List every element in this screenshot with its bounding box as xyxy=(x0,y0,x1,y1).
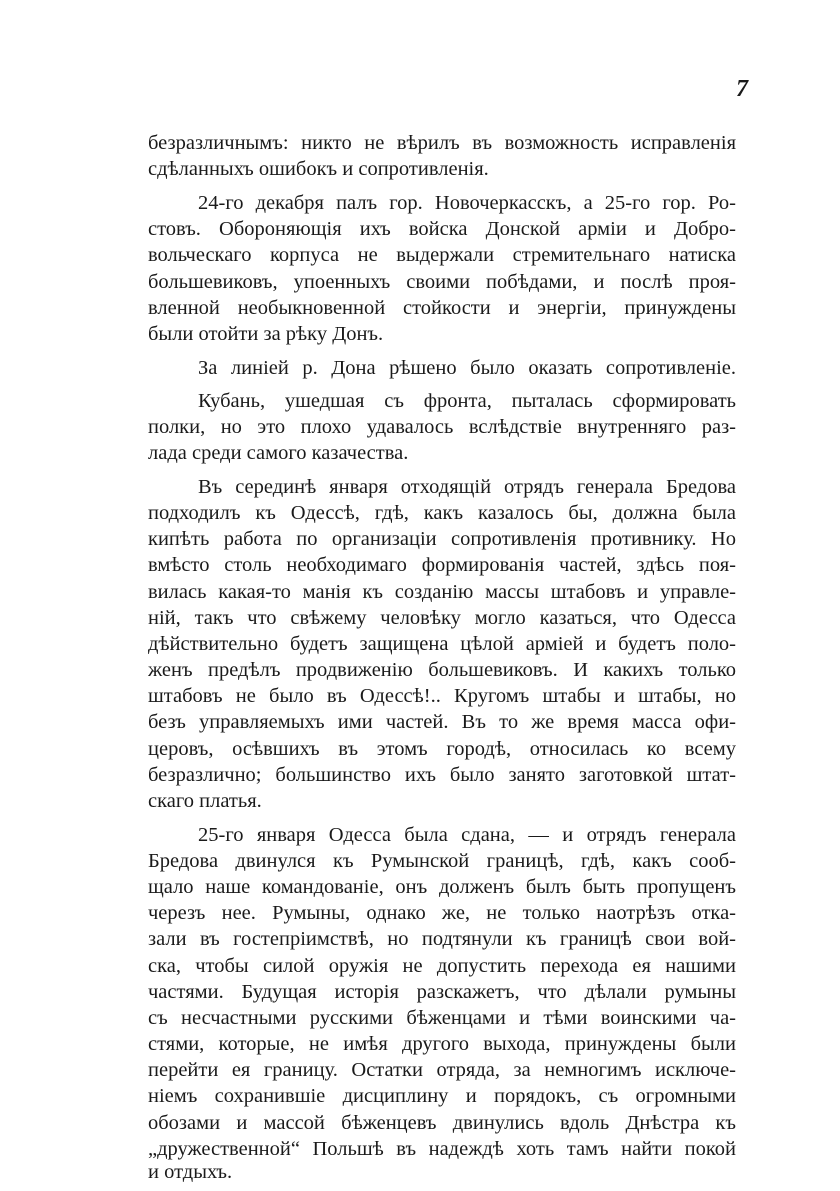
text-line: 25-го января Одесса была сдана, — и отрядъ генерала xyxy=(198,823,736,846)
page-number: 7 xyxy=(736,76,748,102)
text-line: сдѣланныхъ ошибокъ и сопротивленія. xyxy=(148,158,489,181)
text-line: „дружественной“ Польшѣ въ надеждѣ хоть тамъ найти покой xyxy=(148,1137,736,1160)
text-line: перейти ея границу. Остатки отряда, за немногимъ исключе- xyxy=(148,1059,736,1082)
text-line: Бредова двинулся къ Румынской границѣ, гдѣ, какъ сооб- xyxy=(148,849,736,872)
text-line: За линіей р. Дона рѣшено было оказать сопротивленіе. xyxy=(198,356,736,379)
text-line: Кубань, ушедшая съ фронта, пыталась сформировать xyxy=(198,389,736,412)
text-line: ній, такъ что свѣжему человѣку могло казаться, что Одесса xyxy=(148,606,736,629)
text-line: 24-го декабря палъ гор. Новочеркасскъ, а 25-го гор. Ро- xyxy=(198,192,736,215)
text-line: безразлично; большинство ихъ было занято заготовкой штат- xyxy=(148,763,736,786)
text-line: ска, чтобы силой оружія не допустить перехода ея нашими xyxy=(148,954,736,977)
text-line: ніемъ сохранившіе дисциплину и порядокъ, съ огромными xyxy=(148,1085,736,1108)
text-line: безъ управляемыхъ ими частей. Въ то же время масса офи- xyxy=(148,711,736,734)
text-line: лада среди самого казачества. xyxy=(148,442,409,465)
text-line: безразличнымъ: никто не вѣрилъ въ возможность исправленія xyxy=(148,132,736,154)
text-line: женъ предѣлъ продвиженію большевиковъ. И какихъ только xyxy=(148,659,736,682)
text-line: щало наше командованіе, онъ долженъ былъ быть пропущенъ xyxy=(148,876,736,899)
text-line: дѣйствительно будетъ защищена цѣлой арміей и будетъ поло- xyxy=(148,632,736,655)
text-line: вольческаго корпуса не выдержали стремительнаго натиска xyxy=(148,244,736,267)
text-line: вмѣсто столь необходимаго формированія частей, здѣсь поя- xyxy=(148,554,736,577)
text-line: подходилъ къ Одессѣ, гдѣ, какъ казалось бы, должна была xyxy=(148,502,736,525)
text-line: были отойти за рѣку Донъ. xyxy=(148,322,384,345)
text-line: съ несчастными русскими бѣженцами и тѣми воинскими ча- xyxy=(148,1006,736,1029)
text-line: стями, которые, не имѣя другого выхода, принуждены были xyxy=(148,1033,736,1056)
text-line: вленной необыкновенной стойкости и энергіи, принуждены xyxy=(148,296,736,319)
text-line: черезъ нее. Румыны, однако же, не только наотрѣзъ отка- xyxy=(148,902,736,925)
text-line: зали въ гостепріимствѣ, но подтянули къ границѣ свои вой- xyxy=(148,928,736,951)
text-line: Въ серединѣ января отходящій отрядъ генерала Бредова xyxy=(198,475,736,498)
text-line: скаго платья. xyxy=(148,789,262,812)
text-line: частями. Будущая исторія разскажетъ, что дѣлали румыны xyxy=(148,980,736,1003)
text-line: большевиковъ, упоенныхъ своими побѣдами, и послѣ проя- xyxy=(148,270,736,293)
text-line: кипѣть работа по организаціи сопротивленія противнику. Но xyxy=(148,528,736,551)
text-line: полки, но это плохо удавалось вслѣдствіе внутренняго раз- xyxy=(148,415,736,438)
text-line: вилась какая-то манія къ созданію массы штабовъ и управле- xyxy=(148,580,736,603)
text-line: и отдыхъ. xyxy=(148,1161,233,1183)
text-line: штабовъ не было въ Одессѣ!.. Кругомъ штабы и штабы, но xyxy=(148,685,736,708)
text-line: церовъ, осѣвшихъ въ этомъ городѣ, относилась ко всему xyxy=(148,737,736,760)
text-line: обозами и массой бѣженцевъ двинулись вдоль Днѣстра къ xyxy=(148,1111,736,1134)
text-line: стовъ. Обороняющія ихъ войска Донской арміи и Добро- xyxy=(148,218,736,241)
